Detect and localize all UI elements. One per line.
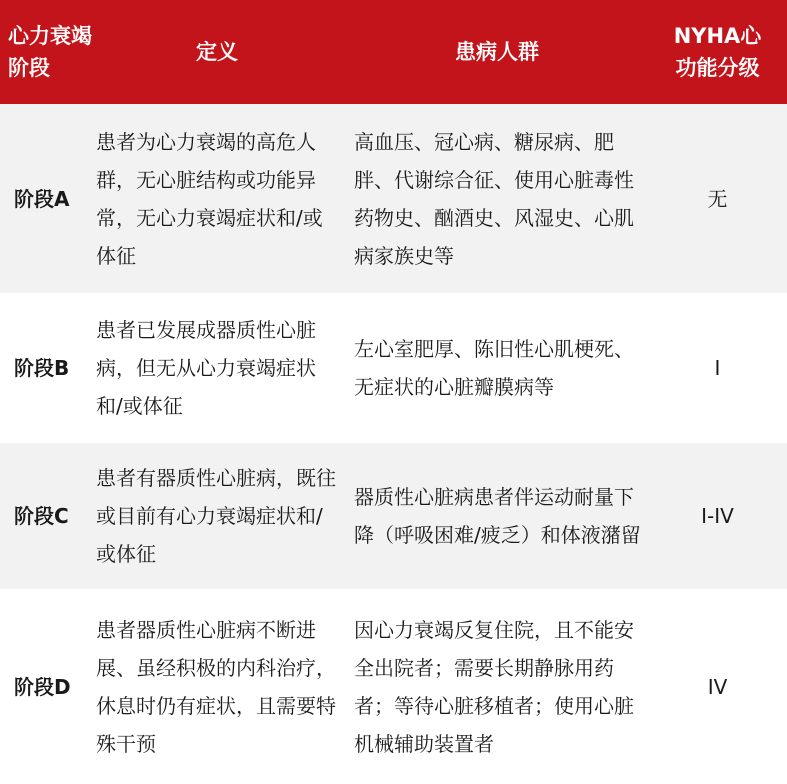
- definition-cell: 患者已发展成器质性心脏病，但无从心力衰竭症状和/或体征: [88, 294, 346, 442]
- population-cell: 左心室肥厚、陈旧性心肌梗死、无症状的心脏瓣膜病等: [346, 294, 648, 442]
- header-definition: 定义: [88, 0, 346, 104]
- stage-cell: 阶段D: [0, 590, 88, 783]
- population-cell: 器质性心脏病患者伴运动耐量下降（呼吸困难/疲乏）和体液潴留: [346, 442, 648, 590]
- nyha-cell: I: [648, 294, 787, 442]
- header-nyha: NYHA心功能分级: [648, 0, 787, 104]
- table-row: [0, 104, 787, 294]
- table-row: [0, 590, 787, 783]
- header-row: [0, 0, 787, 104]
- nyha-cell: IV: [648, 590, 787, 783]
- nyha-cell: I-IV: [648, 442, 787, 590]
- stage-cell: 阶段A: [0, 104, 88, 294]
- table-row: [0, 442, 787, 590]
- stage-cell: 阶段B: [0, 294, 88, 442]
- table-row: [0, 294, 787, 442]
- header-stage: 心力衰竭阶段: [0, 0, 88, 104]
- population-cell: 高血压、冠心病、糖尿病、肥胖、代谢综合征、使用心脏毒性药物史、酗酒史、风湿史、心肌病家族史等: [346, 104, 648, 294]
- population-cell: 因心力衰竭反复住院，且不能安全出院者；需要长期静脉用药者；等待心脏移植者；使用心脏机械辅助装置者: [346, 590, 648, 783]
- definition-cell: 患者有器质性心脏病，既往或目前有心力衰竭症状和/或体征: [88, 442, 346, 590]
- definition-cell: 患者为心力衰竭的高危人群，无心脏结构或功能异常，无心力衰竭症状和/或体征: [88, 104, 346, 294]
- stage-cell: 阶段C: [0, 442, 88, 590]
- header-population: 患病人群: [346, 0, 648, 104]
- definition-cell: 患者器质性心脏病不断进展、虽经积极的内科治疗，休息时仍有症状，且需要特殊干预: [88, 590, 346, 783]
- nyha-cell: 无: [648, 104, 787, 294]
